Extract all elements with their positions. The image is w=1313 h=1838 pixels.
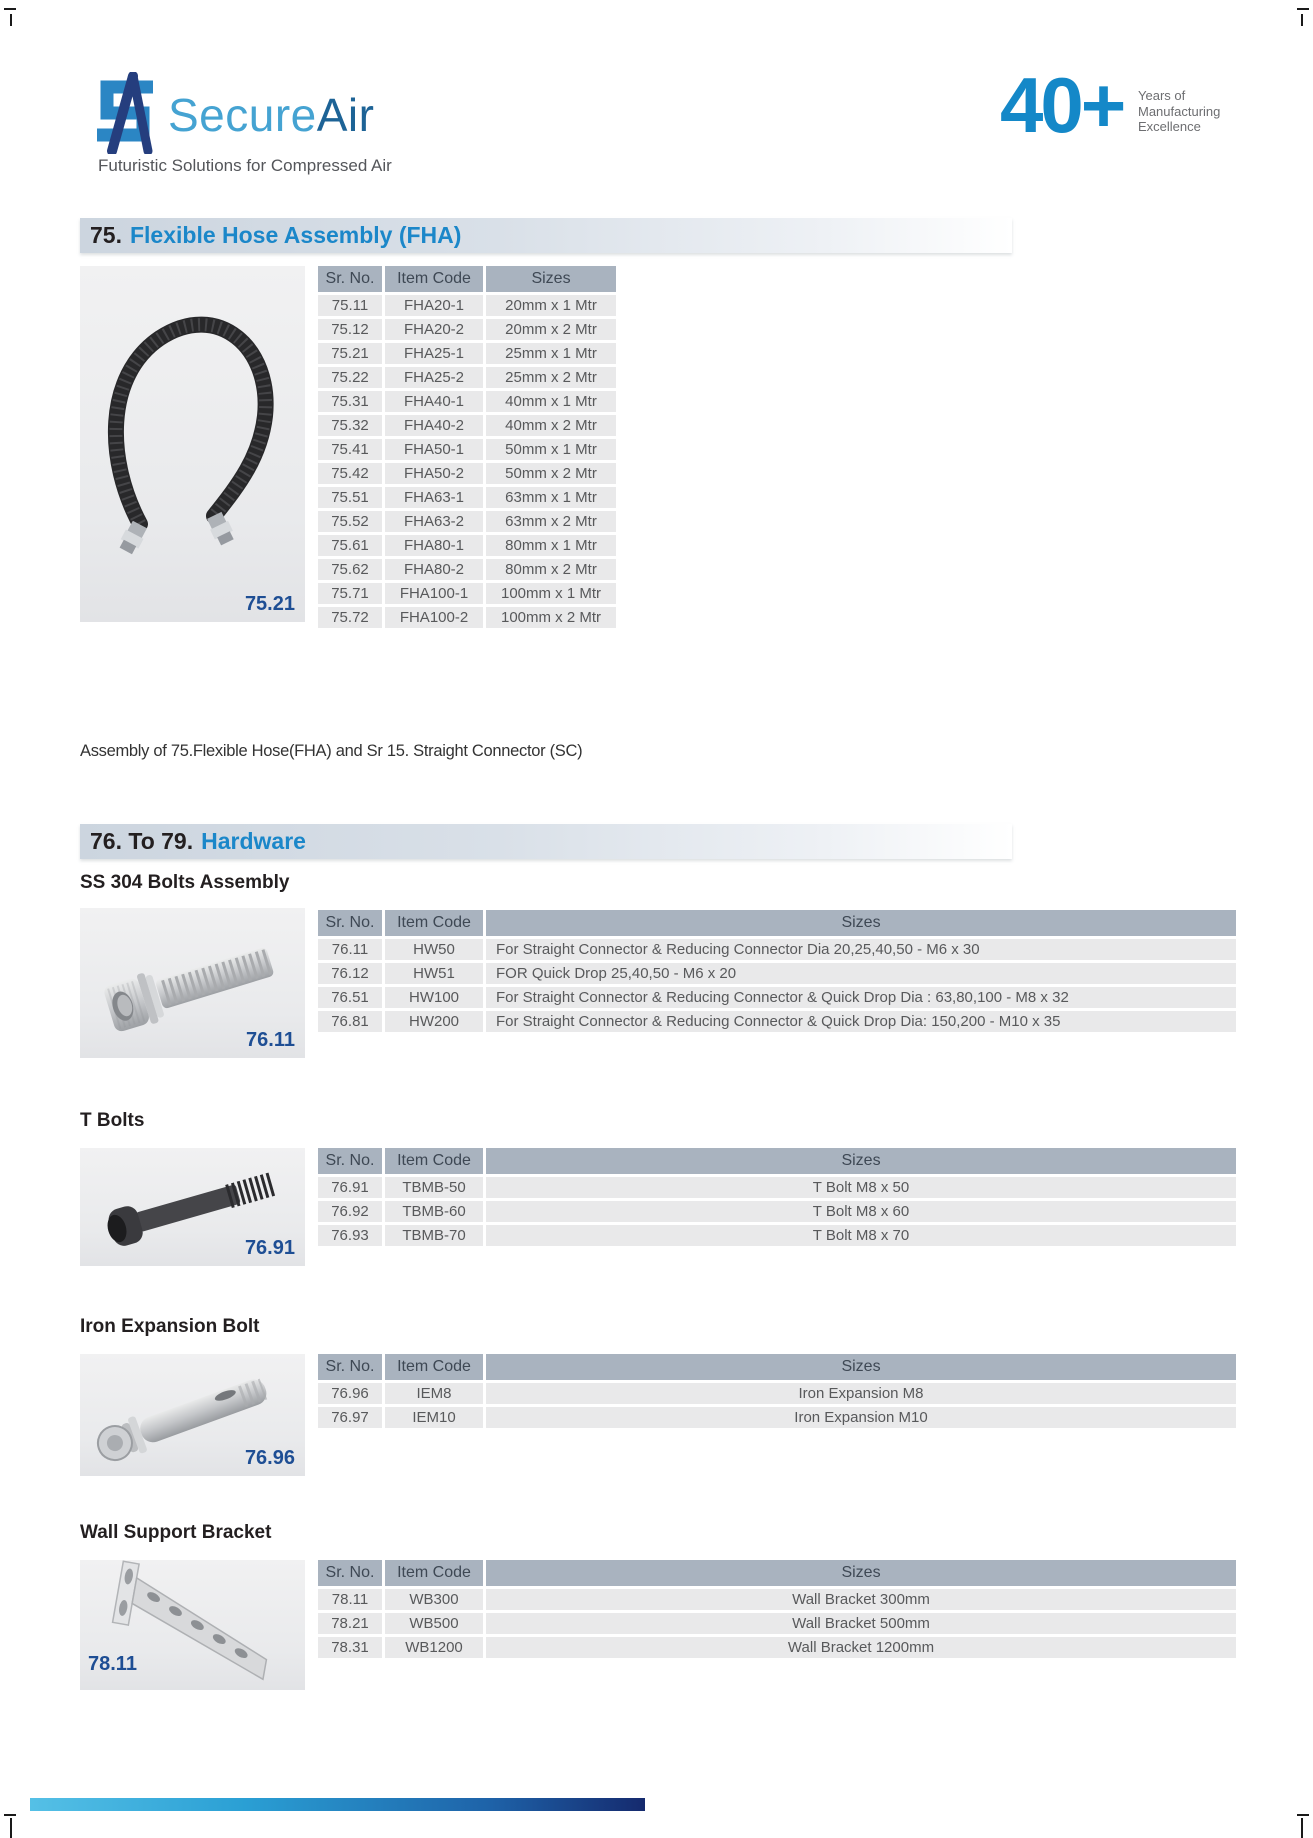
table-cell: 76.12 [318, 963, 382, 984]
section-75-number: 75. [90, 222, 122, 248]
table-header-cell: Sizes [486, 1354, 1236, 1380]
table-cell: 75.42 [318, 463, 382, 484]
table-header-row [318, 910, 1236, 936]
table-header-cell: Sr. No. [318, 1354, 382, 1380]
table-cell: 75.12 [318, 319, 382, 340]
crop-mark [1297, 8, 1309, 10]
table-cell: 100mm x 2 Mtr [486, 607, 616, 628]
tbolt-photo [80, 1148, 305, 1266]
table-cell: T Bolt M8 x 50 [486, 1177, 1236, 1198]
table-cell: FOR Quick Drop 25,40,50 - M6 x 20 [486, 963, 1236, 984]
table-cell: 25mm x 2 Mtr [486, 367, 616, 388]
table-cell: 76.91 [318, 1177, 382, 1198]
table-header-row [318, 1560, 1236, 1586]
wall-bracket-table [318, 1560, 1236, 1661]
table-cell: WB1200 [385, 1637, 483, 1658]
table-cell: 76.93 [318, 1225, 382, 1246]
brand-secure: Secure [168, 89, 317, 141]
table-cell: 63mm x 1 Mtr [486, 487, 616, 508]
table-cell: FHA25-1 [385, 343, 483, 364]
table-cell: Wall Bracket 1200mm [486, 1637, 1236, 1658]
table-row [318, 463, 616, 484]
table-row [318, 439, 616, 460]
table-cell: 75.32 [318, 415, 382, 436]
table-cell: Wall Bracket 300mm [486, 1589, 1236, 1610]
wall-bracket-image-caption: 78.11 [88, 1653, 137, 1675]
table-row [318, 391, 616, 412]
table-cell: FHA20-1 [385, 295, 483, 316]
section-75-header [80, 218, 1012, 253]
table-header-row [318, 1354, 1236, 1380]
table-header-row [318, 266, 616, 292]
table-header-cell: Item Code [385, 266, 483, 292]
table-header-cell: Sizes [486, 910, 1236, 936]
table-header-cell: Sizes [486, 1560, 1236, 1586]
table-header-cell: Sr. No. [318, 1560, 382, 1586]
table-cell: IEM10 [385, 1407, 483, 1428]
table-cell: FHA50-1 [385, 439, 483, 460]
section-hardware-title: Hardware [201, 828, 306, 854]
years-badge-number: 40+ [1000, 61, 1124, 149]
table-row [318, 1613, 1236, 1634]
table-header-cell: Item Code [385, 1560, 483, 1586]
table-cell: FHA40-2 [385, 415, 483, 436]
table-cell: 63mm x 2 Mtr [486, 511, 616, 532]
table-cell: 25mm x 1 Mtr [486, 343, 616, 364]
crop-mark [4, 8, 16, 10]
table-cell: 100mm x 1 Mtr [486, 583, 616, 604]
table-cell: FHA25-2 [385, 367, 483, 388]
table-cell: Wall Bracket 500mm [486, 1613, 1236, 1634]
table-row [318, 1201, 1236, 1222]
section-hardware-header [80, 824, 1012, 859]
table-row [318, 487, 616, 508]
ss304-heading: SS 304 Bolts Assembly [80, 872, 290, 893]
table-row [318, 535, 616, 556]
table-cell: FHA100-1 [385, 583, 483, 604]
table-cell: WB500 [385, 1613, 483, 1634]
table-row [318, 343, 616, 364]
crop-mark [4, 1814, 16, 1816]
table-cell: IEM8 [385, 1383, 483, 1404]
table-cell: 76.11 [318, 939, 382, 960]
flexible-hose-photo [80, 266, 305, 622]
table-cell: 78.11 [318, 1589, 382, 1610]
table-header-cell: Sizes [486, 1148, 1236, 1174]
table-header-cell: Item Code [385, 910, 483, 936]
table-cell: 76.97 [318, 1407, 382, 1428]
secureair-logo-icon [85, 72, 165, 159]
table-row [318, 607, 616, 628]
iron-expansion-image-caption: 76.96 [244, 1447, 295, 1469]
table-cell: HW100 [385, 987, 483, 1008]
table-row [318, 1589, 1236, 1610]
table-cell: Iron Expansion M8 [486, 1383, 1236, 1404]
table-cell: HW200 [385, 1011, 483, 1032]
table-cell: 80mm x 1 Mtr [486, 535, 616, 556]
table-cell: TBMB-70 [385, 1225, 483, 1246]
table-header-row [318, 1148, 1236, 1174]
table-cell: 75.11 [318, 295, 382, 316]
table-cell: FHA100-2 [385, 607, 483, 628]
footer-gradient-strip [30, 1798, 645, 1811]
table-row [318, 511, 616, 532]
wall-bracket-heading: Wall Support Bracket [80, 1522, 272, 1543]
table-cell: 75.51 [318, 487, 382, 508]
table-row [318, 415, 616, 436]
table-cell: 40mm x 1 Mtr [486, 391, 616, 412]
crop-mark [1297, 1814, 1309, 1816]
table-cell: 76.51 [318, 987, 382, 1008]
table-cell: 75.21 [318, 343, 382, 364]
table-cell: TBMB-50 [385, 1177, 483, 1198]
brand-tagline: Futuristic Solutions for Compressed Air [98, 156, 392, 175]
table-header-cell: Item Code [385, 1148, 483, 1174]
table-cell: T Bolt M8 x 70 [486, 1225, 1236, 1246]
table-cell: FHA80-1 [385, 535, 483, 556]
table-cell: HW50 [385, 939, 483, 960]
table-row [318, 1407, 1236, 1428]
table-row [318, 367, 616, 388]
table-cell: HW51 [385, 963, 483, 984]
years-badge-text: Years of Manufacturing Excellence [1138, 88, 1221, 135]
crop-mark [10, 1818, 12, 1838]
table-cell: 75.22 [318, 367, 382, 388]
wall-bracket-photo [80, 1560, 305, 1690]
brand-air: Air [316, 89, 375, 141]
table-row [318, 963, 1236, 984]
iron-expansion-table [318, 1354, 1236, 1431]
table-cell: FHA63-2 [385, 511, 483, 532]
table-row [318, 1225, 1236, 1246]
table-cell: 75.72 [318, 607, 382, 628]
tbolts-heading: T Bolts [80, 1110, 145, 1131]
iron-expansion-heading: Iron Expansion Bolt [80, 1316, 260, 1337]
table-cell: 75.41 [318, 439, 382, 460]
table-row [318, 939, 1236, 960]
flexible-hose-illustration [80, 266, 305, 622]
table-cell: FHA40-1 [385, 391, 483, 412]
table-cell: 75.61 [318, 535, 382, 556]
table-cell: For Straight Connector & Reducing Connector & Quick Drop Dia: 150,200 - M10 x 35 [486, 1011, 1236, 1032]
table-cell: 75.31 [318, 391, 382, 412]
table-header-cell: Sr. No. [318, 1148, 382, 1174]
table-cell: 75.62 [318, 559, 382, 580]
crop-mark [1301, 1818, 1303, 1838]
table-row [318, 987, 1236, 1008]
table-cell: T Bolt M8 x 60 [486, 1201, 1236, 1222]
table-header-cell: Sr. No. [318, 266, 382, 292]
table-cell: 40mm x 2 Mtr [486, 415, 616, 436]
table-row [318, 319, 616, 340]
table-cell: FHA80-2 [385, 559, 483, 580]
fha-note: Assembly of 75.Flexible Hose(FHA) and Sr 15. Straight Connector (SC) [80, 742, 583, 760]
table-header-cell: Sizes [486, 266, 616, 292]
ss304-bolt-photo [80, 908, 305, 1058]
table-row [318, 1637, 1236, 1658]
table-row [318, 1011, 1236, 1032]
table-cell: FHA20-2 [385, 319, 483, 340]
table-cell: Iron Expansion M10 [486, 1407, 1236, 1428]
table-row [318, 559, 616, 580]
table-cell: 20mm x 2 Mtr [486, 319, 616, 340]
table-cell: 20mm x 1 Mtr [486, 295, 616, 316]
fha-table [318, 266, 616, 631]
table-row [318, 1177, 1236, 1198]
crop-mark [1301, 14, 1303, 26]
ss304-table [318, 910, 1236, 1035]
tbolt-image-caption: 76.91 [244, 1237, 295, 1259]
tbolts-table [318, 1148, 1236, 1249]
table-cell: 75.71 [318, 583, 382, 604]
table-cell: TBMB-60 [385, 1201, 483, 1222]
table-cell: 50mm x 1 Mtr [486, 439, 616, 460]
table-header-cell: Item Code [385, 1354, 483, 1380]
table-header-cell: Sr. No. [318, 910, 382, 936]
crop-mark [10, 14, 12, 26]
table-cell: 80mm x 2 Mtr [486, 559, 616, 580]
table-cell: FHA63-1 [385, 487, 483, 508]
table-cell: 76.96 [318, 1383, 382, 1404]
table-cell: 76.92 [318, 1201, 382, 1222]
table-row [318, 583, 616, 604]
table-cell: For Straight Connector & Reducing Connector & Quick Drop Dia : 63,80,100 - M8 x 32 [486, 987, 1236, 1008]
brand-name [168, 88, 374, 142]
table-cell: FHA50-2 [385, 463, 483, 484]
ss304-image-caption: 76.11 [246, 1029, 295, 1051]
table-cell: 75.52 [318, 511, 382, 532]
table-row [318, 295, 616, 316]
section-hardware-number: 76. To 79. [90, 828, 194, 854]
section-75-title: Flexible Hose Assembly (FHA) [129, 222, 462, 248]
table-cell: 78.21 [318, 1613, 382, 1634]
table-cell: 78.31 [318, 1637, 382, 1658]
table-row [318, 1383, 1236, 1404]
iron-expansion-photo [80, 1354, 305, 1476]
table-cell: For Straight Connector & Reducing Connector Dia 20,25,40,50 - M6 x 30 [486, 939, 1236, 960]
fha-image-caption: 75.21 [244, 593, 295, 615]
table-cell: 50mm x 2 Mtr [486, 463, 616, 484]
table-cell: WB300 [385, 1589, 483, 1610]
table-cell: 76.81 [318, 1011, 382, 1032]
